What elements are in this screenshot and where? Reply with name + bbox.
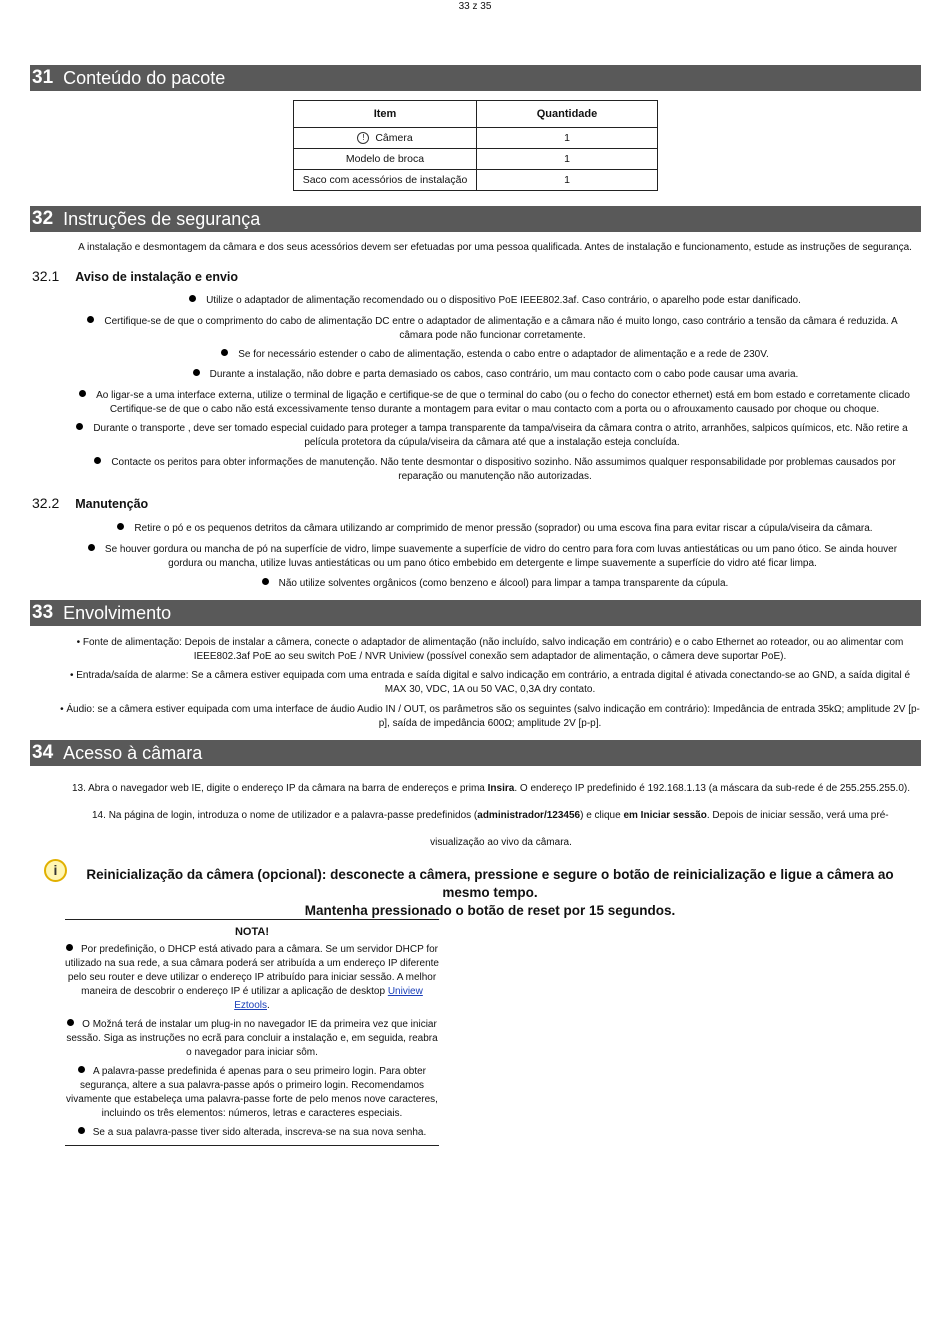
reset-warning: Reinicialização da câmera (opcional): desconecte a câmera, pressione e segure o botão de reinicialização e ligue a câmera ao mesmo tempo. Mantenha pressionado o botão de reset por 15 segundos. xyxy=(86,867,894,918)
header-quantity: Quantidade xyxy=(477,101,658,128)
bullet-icon xyxy=(76,423,83,430)
section-32-header xyxy=(30,206,921,232)
item-name: Saco com acessórios de instalação xyxy=(294,170,477,191)
item-qty: 1 xyxy=(477,128,658,149)
package-table xyxy=(293,100,658,191)
section-number: 33 xyxy=(32,602,54,623)
bullet-icon xyxy=(193,369,200,376)
env-power: • Fonte de alimentação: Depois de instalar a câmera, conecte o adaptador de alimentação (não incluído, salvo indicação em contrário) e o cabo Ethernet ao roteador, ou ao alimentar com IEEE802.3af PoE ao seu switch PoE / NVR Uniview (possível conexão sem adaptador de alimentação, o câmera deve suportar PoE). xyxy=(76,637,904,662)
bullet-icon xyxy=(189,295,196,302)
bullet-icon xyxy=(78,1127,85,1134)
item-qty: 1 xyxy=(477,170,658,191)
list-item: Utilize o adaptador de alimentação recomendado ou o dispositivo PoE IEEE802.3af. Caso contrário, o aparelho pode estar danificado. xyxy=(175,294,815,308)
section-title: Envolvimento xyxy=(63,602,172,623)
section-number: 32 xyxy=(32,208,54,229)
section-number: 34 xyxy=(32,742,54,763)
table-row xyxy=(294,170,658,191)
info-warning-icon: i xyxy=(44,859,67,882)
list-item: Não utilize solventes orgânicos (como benzeno e álcool) para limpar a tampa transparente da cúpula. xyxy=(250,577,740,591)
list-item: Certifique-se de que o comprimento do cabo de alimentação DC entre o adaptador de alimentação e a câmara não é muito longo, caso contrário a tensão da câmara é reduzida. A câmara pode não funcionar corretamente. xyxy=(70,315,915,343)
section-title: Conteúdo do pacote xyxy=(63,67,226,88)
section-title: Instruções de segurança xyxy=(63,208,261,229)
env-audio: • Áudio: se a câmera estiver equipada com uma interface de áudio Audio IN / OUT, os parâmetros são os seguintes (salvo indicação em contrário): Impedância de entrada 35kΩ; amplitude 2V [p-p], saída de impedância 600Ω; amplitude 2V [p-p]. xyxy=(60,704,920,729)
subsection-number: 32.2 xyxy=(32,495,60,511)
list-item: Retire o pó e os pequenos detritos da câmara utilizando ar comprimido de menor pressão (soprador) ou uma escova fina para evitar riscar a cúpula/viseira da câmara. xyxy=(100,522,890,536)
eztools-link[interactable]: Uniview Eztools xyxy=(234,986,423,1011)
access-step-14: 14. Na página de login, introduza o nome de utilizador e a palavra-passe predefinidos (administrador/123456) e clique em Iniciar sessão. Depois de iniciar sessão, verá uma pré- xyxy=(92,810,889,821)
note-item: A palavra-passe predefinida é apenas para o seu primeiro login. Para obter segurança, altere a sua palavra-passe após o primeiro login. Recomendamos vivamente que estabeleça uma palavra-passe forte de pelo menos nove caracteres, incluindo os três elementos: números, letras e caracteres especiais. xyxy=(66,1066,438,1119)
subsection-32-2 xyxy=(32,495,148,511)
table-row xyxy=(294,149,658,170)
bullet-icon xyxy=(79,390,86,397)
bullet-icon xyxy=(221,349,228,356)
item-qty: 1 xyxy=(477,149,658,170)
subsection-32-1 xyxy=(32,268,238,284)
bullet-icon xyxy=(117,523,124,530)
page-number: 33 z 35 xyxy=(458,1,492,12)
bullet-icon xyxy=(66,944,73,951)
item-name: Modelo de broca xyxy=(294,149,477,170)
section-number: 31 xyxy=(32,67,54,88)
item-name: Câmera xyxy=(375,131,413,144)
access-step-14-cont: visualização ao vivo da câmara. xyxy=(430,837,572,848)
note-item: O Možná terá de instalar um plug-in no navegador IE da primeira vez que iniciar sessão. Siga as instruções no ecrã para concluir a instalação e, em seguida, reabra o navegador para iniciar sôm. xyxy=(66,1019,438,1058)
note-item: Por predefinição, o DHCP está ativado para a câmara. Se um servidor DHCP for utilizado na sua rede, a sua câmara poderá ser atribuída a um endereço IP diferente pelo seu router e deve utilizar o endereço IP atribuído para iniciar sessão. A melhor maneira de descobrir o endereço IP é utilizar a aplicação de desktop Uniview Eztools. xyxy=(65,944,439,1011)
table-header-row xyxy=(294,101,658,128)
subsection-number: 32.1 xyxy=(32,268,60,284)
bullet-icon xyxy=(67,1019,74,1026)
access-step-13: 13. Abra o navegador web IE, digite o endereço IP da câmara na barra de endereços e prima Insira. O endereço IP predefinido é 192.168.1.13 (a máscara da sub-rede é de 255.255.255.0). xyxy=(72,783,910,794)
list-item: Durante o transporte , deve ser tomado especial cuidado para proteger a tampa transparente da tampa/viseira da câmara contra o atrito, arranhões, salpicos químicos, etc. Não retire a película protetora da cúpula/viseira da câmara até que a instalação esteja concluída. xyxy=(62,422,922,450)
table-row xyxy=(294,128,658,149)
header-item: Item xyxy=(294,101,477,128)
note-title: NOTA! xyxy=(234,926,269,938)
subsection-title: Aviso de instalação e envio xyxy=(75,270,239,284)
bullet-icon xyxy=(88,544,95,551)
list-item: Se for necessário estender o cabo de alimentação, estenda o cabo entre o adaptador de alimentação e a rede de 230V. xyxy=(210,348,780,362)
safety-intro: A instalação e desmontagem da câmara e dos seus acessórios devem ser efetuadas por uma pessoa qualificada. Antes de instalação e funcionamento, estude as instruções de segurança. xyxy=(78,242,912,253)
note-box xyxy=(65,919,439,1146)
bullet-icon xyxy=(94,457,101,464)
section-34-header xyxy=(30,740,921,766)
section-31-header xyxy=(30,65,921,91)
bullet-icon xyxy=(262,578,269,585)
bullet-icon xyxy=(87,316,94,323)
env-alarm: • Entrada/saída de alarme: Se a câmera estiver equipada com uma entrada e saída digital e salvo indicação em contrário, a entrada digital é ativada conectando-se ao GND, a saída digital é MAX 30, VDC, 1A ou 50 VAC, 0,3A dry contato. xyxy=(69,670,911,695)
subsection-title: Manutenção xyxy=(75,497,149,511)
bullet-icon xyxy=(78,1066,85,1073)
list-item: Durante a instalação, não dobre e parta demasiado os cabos, caso contrário, um mau contacto com o cabo pode causar uma avaria. xyxy=(183,368,808,382)
section-33-header xyxy=(30,600,921,626)
section-title: Acesso à câmara xyxy=(63,742,203,763)
list-item: Ao ligar-se a uma interface externa, utilize o terminal de ligação e certifique-se de que o terminal do cabo (ou o fecho do conector ethernet) está em bom estado e corretamente clicado Certifique-se de que o cabo não está excessivamente tenso durante a montagem para evitar o mau contacto com a porta ou o afrouxamento causado por choque ou choque. xyxy=(72,389,917,417)
list-item: Contacte os peritos para obter informações de manutenção. Não tente desmontar o dispositivo sozinho. Não assumimos qualquer responsabilidade por problemas causados por reparação ou manutenção não autorizadas. xyxy=(75,456,915,484)
note-item: Se a sua palavra-passe tiver sido alterada, inscreva-se na sua nova senha. xyxy=(65,1126,439,1140)
list-item: Se houver gordura ou mancha de pó na superfície de vidro, limpe suavemente a superfície de vidro do centro para fora com luvas antiestáticas ou um pano ótico. Se ainda houver gordura ou mancha, utilize luvas antiestáticas ou um pano ótico embebido em detergente e limpe suavemente a superfície do vidro até ficar limpa. xyxy=(70,543,915,571)
info-circle-icon: ! xyxy=(357,132,369,144)
